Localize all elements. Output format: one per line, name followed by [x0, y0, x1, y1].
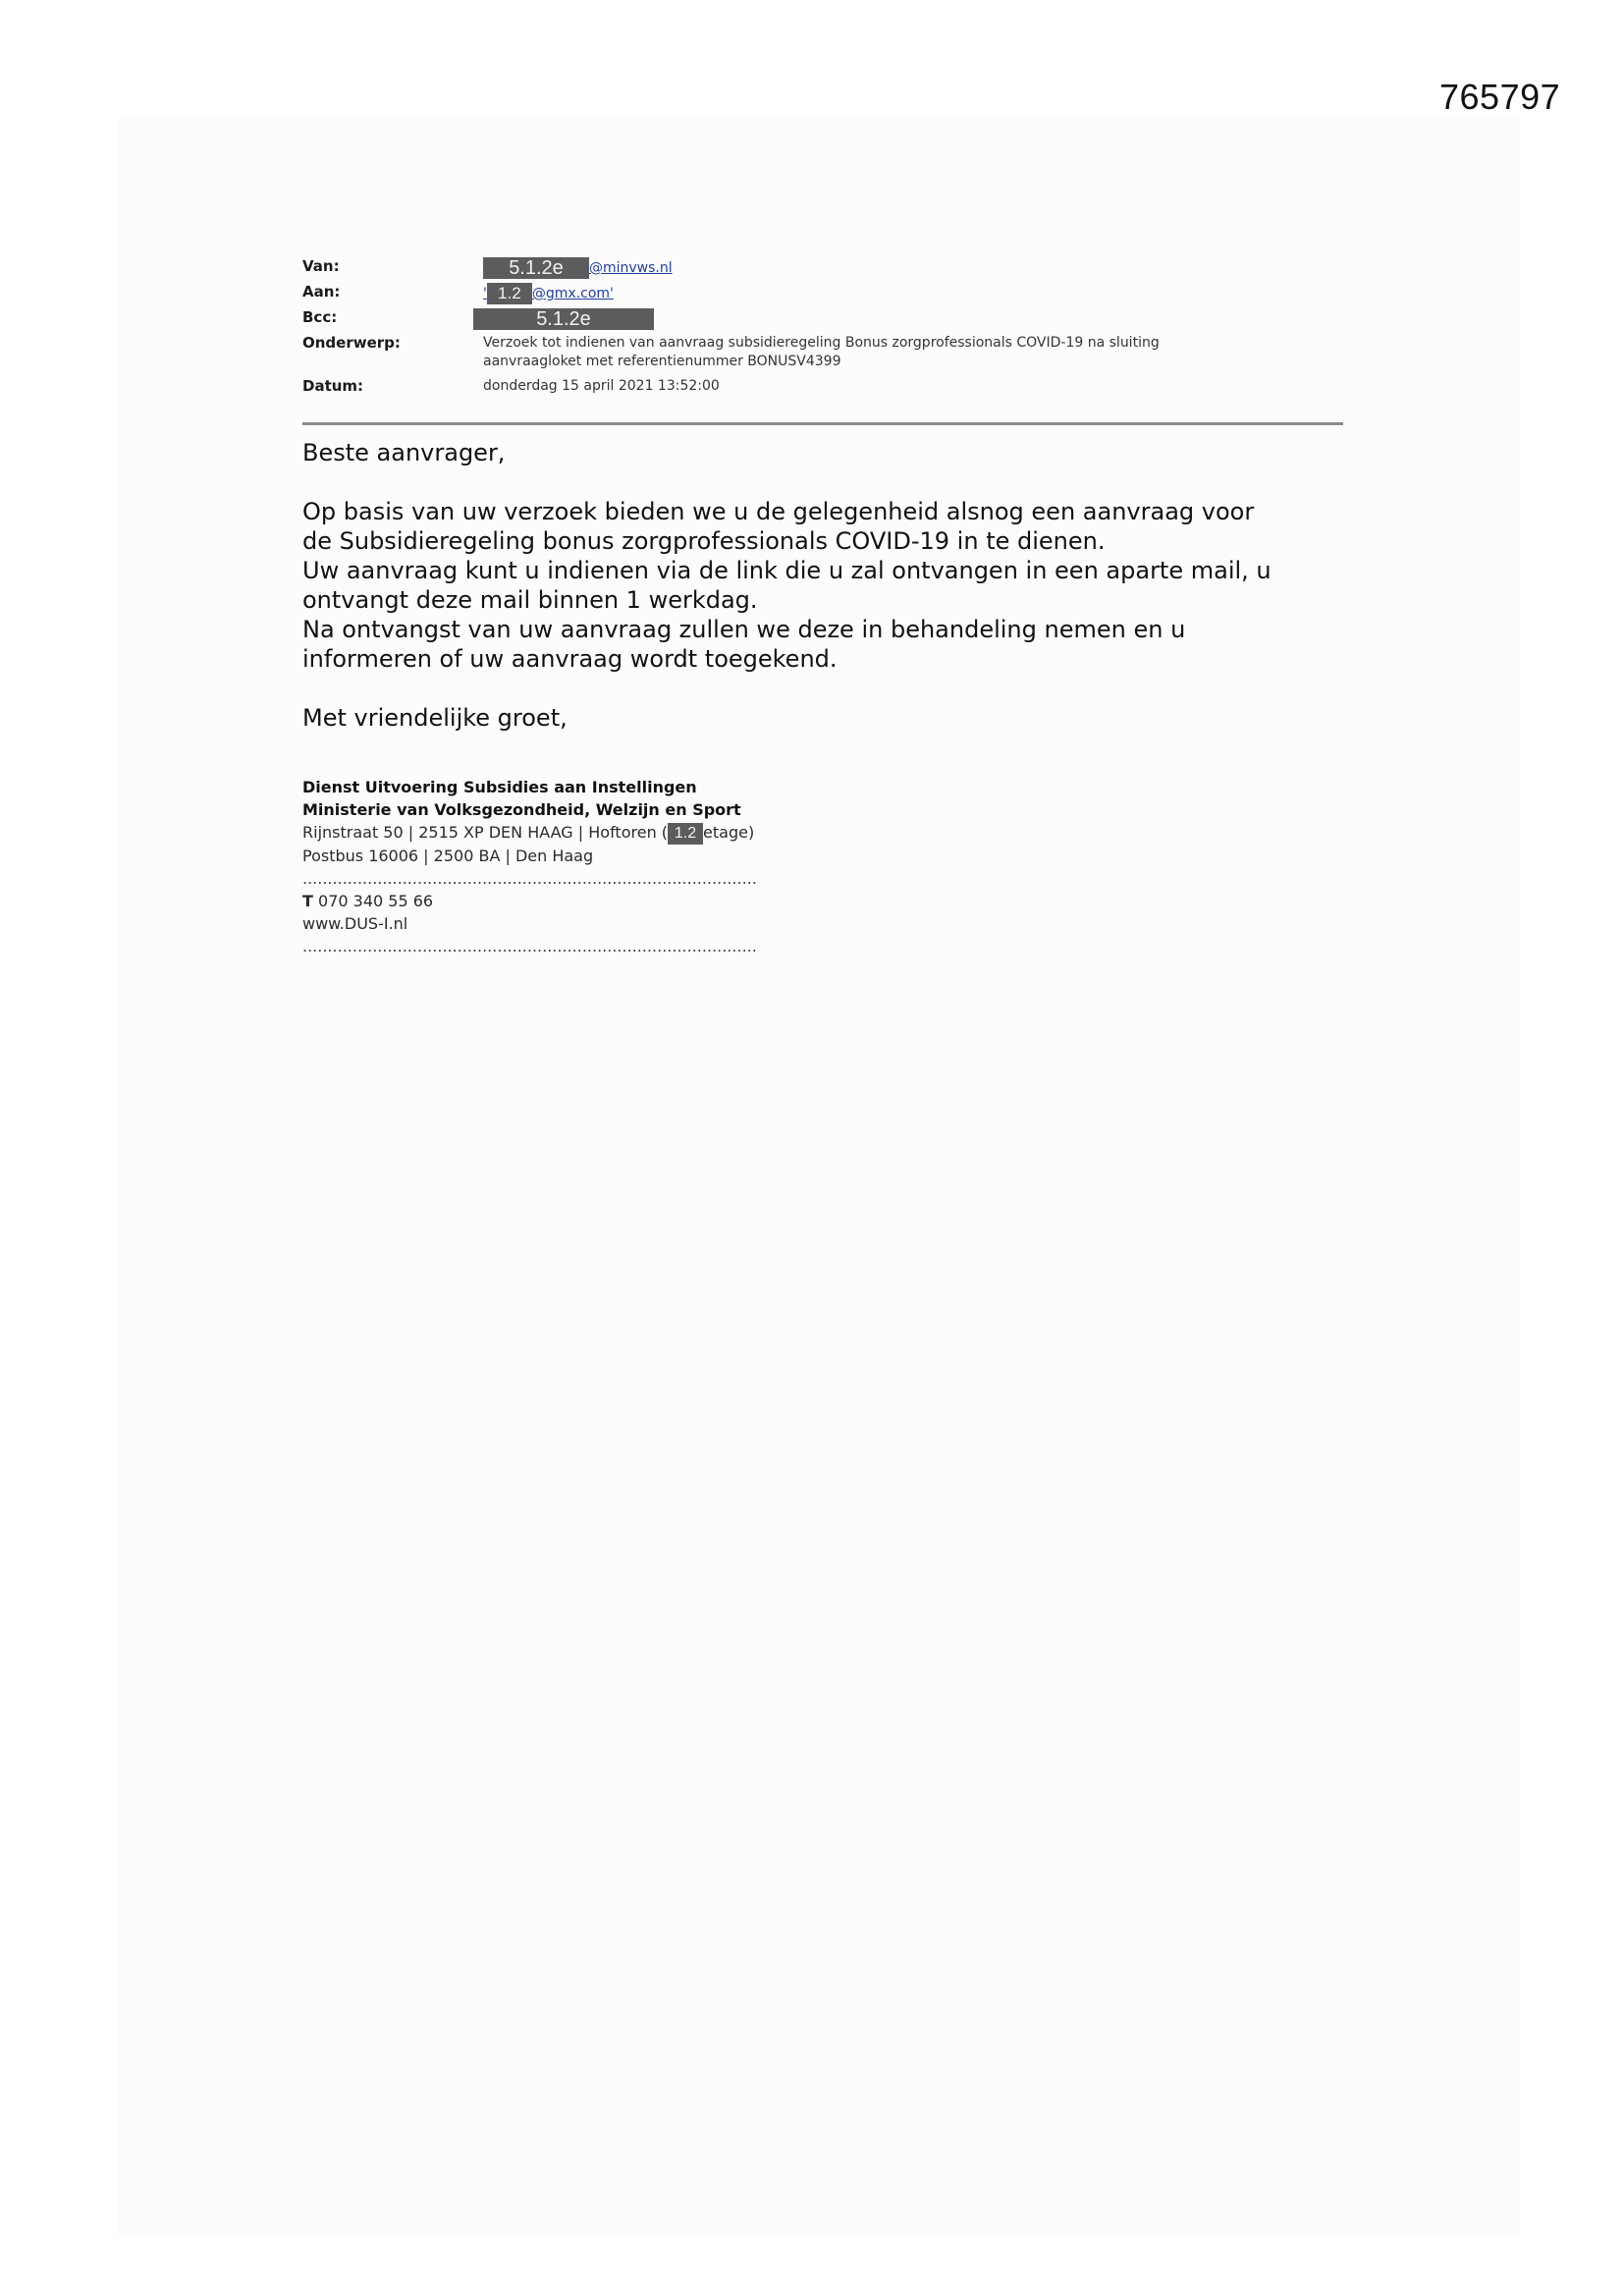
signature-divider-1: ...........................................................................................: [302, 868, 757, 888]
body-line-4: ontvangt deze mail binnen 1 werkdag.: [302, 586, 758, 614]
to-domain-link[interactable]: @gmx.com': [531, 286, 614, 301]
signature-address: [302, 821, 852, 845]
address-part-1: Rijnstraat 50 | 2515 XP DEN HAAG | Hoftoren (: [302, 823, 669, 842]
address-part-2: etage): [703, 823, 755, 842]
greeting: Beste aanvrager,: [302, 439, 506, 466]
to-label: Aan:: [302, 283, 341, 301]
to-prefix: ': [483, 286, 487, 301]
signature-website[interactable]: www.DUS-I.nl: [302, 913, 408, 933]
phone-prefix: T: [302, 891, 313, 910]
date-value: donderdag 15 april 2021 13:52:00: [483, 378, 720, 394]
signature-phone: [302, 890, 852, 912]
bcc-redaction: 5.1.2e: [473, 308, 654, 330]
body-line-1: Op basis van uw verzoek bieden we u de gelegenheid alsnog een aanvraag voor: [302, 498, 1255, 525]
from-value: [483, 257, 673, 279]
subject-label: Onderwerp:: [302, 334, 401, 352]
to-value: [483, 283, 614, 304]
document-number: 765797: [1439, 77, 1561, 117]
email-body: [302, 438, 1363, 733]
subject-line-2: aanvraagloket met referentienummer BONUSV4399: [483, 354, 841, 369]
to-row: [302, 283, 1343, 308]
subject-row: [302, 334, 1343, 377]
from-domain-link[interactable]: @minvws.nl: [589, 260, 673, 276]
from-row: [302, 257, 1343, 283]
date-label: Datum:: [302, 377, 364, 395]
from-redaction: 5.1.2e: [483, 257, 589, 279]
subject-line-1: Verzoek tot indienen van aanvraag subsidieregeling Bonus zorgprofessionals COVID-19 na sluiting: [483, 335, 1160, 351]
address-redaction: 1.2: [668, 823, 703, 845]
signature-org-line-1: Dienst Uitvoering Subsidies aan Instellingen: [302, 778, 697, 796]
bcc-row: [302, 308, 1343, 334]
body-line-5: Na ontvangst van uw aanvraag zullen we deze in behandeling nemen en u: [302, 616, 1186, 643]
body-line-3: Uw aanvraag kunt u indienen via de link die u zal ontvangen in een aparte mail, u: [302, 557, 1272, 584]
signature-postbus: Postbus 16006 | 2500 BA | Den Haag: [302, 846, 594, 865]
header-separator: [302, 422, 1343, 425]
date-row: [302, 377, 1343, 403]
signature-org-line-2: Ministerie van Volksgezondheid, Welzijn en Sport: [302, 800, 741, 819]
body-line-6: informeren of uw aanvraag wordt toegekend.: [302, 645, 838, 673]
bcc-value: [473, 308, 654, 330]
to-redaction: 1.2: [487, 283, 532, 304]
closing: Met vriendelijke groet,: [302, 704, 568, 732]
subject-value: [483, 334, 1160, 371]
email-signature: [302, 776, 852, 957]
body-line-2: de Subsidieregeling bonus zorgprofessionals COVID-19 in te dienen.: [302, 527, 1106, 555]
bcc-label: Bcc:: [302, 308, 338, 326]
signature-divider-2: ...........................................................................................: [302, 936, 757, 956]
email-header: [302, 257, 1343, 403]
phone-number: 070 340 55 66: [318, 891, 434, 910]
from-label: Van:: [302, 257, 340, 275]
scanned-page-area: [118, 116, 1520, 2237]
